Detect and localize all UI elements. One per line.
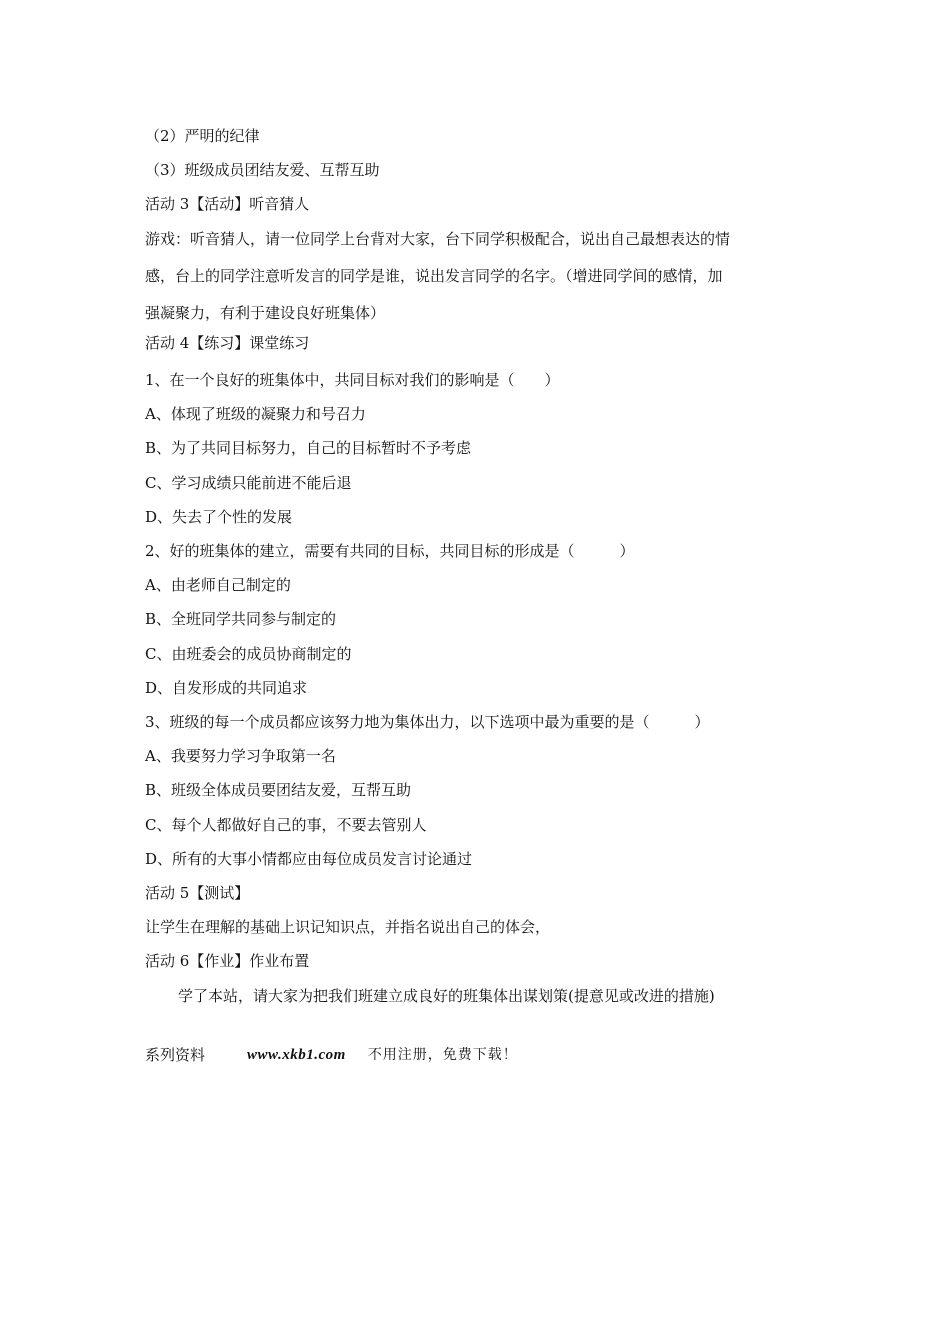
option-line: D、所有的大事小情都应由每位成员发言讨论通过 xyxy=(145,850,473,868)
question-line: 2、好的班集体的建立，需要有共同的目标，共同目标的形成是（ ） xyxy=(145,542,635,560)
activity-heading: 活动 6【作业】作业布置 xyxy=(145,952,310,970)
option-line: C、由班委会的成员协商制定的 xyxy=(145,645,352,663)
option-line: B、全班同学共同参与制定的 xyxy=(145,610,337,628)
activity-heading: 活动 5【测试】 xyxy=(145,884,250,902)
site-link[interactable]: www.xkb1.com xyxy=(247,1047,346,1063)
text-line: （3）班级成员团结友爱、互帮互助 xyxy=(145,161,380,179)
text-line: （2）严明的纪律 xyxy=(145,127,260,145)
option-line: D、自发形成的共同追求 xyxy=(145,679,308,697)
option-line: B、班级全体成员要团结友爱，互帮互助 xyxy=(145,781,412,799)
footer-tagline: 不用注册，免费下载！ xyxy=(367,1047,518,1063)
footer-label: 系列资料 xyxy=(145,1046,206,1064)
activity-heading: 活动 3【活动】听音猜人 xyxy=(145,195,310,213)
footer xyxy=(145,1045,518,1065)
option-line: C、每个人都做好自己的事，不要去管别人 xyxy=(145,816,427,834)
text-line: 游戏：听音猜人，请一位同学上台背对大家，台下同学积极配合，说出自己最想表达的情 xyxy=(145,230,731,248)
question-line: 3、班级的每一个成员都应该努力地为集体出力，以下选项中最为重要的是（ ） xyxy=(145,713,710,731)
option-line: C、学习成绩只能前进不能后退 xyxy=(145,474,352,492)
option-line: B、为了共同目标努力，自己的目标暂时不予考虑 xyxy=(145,439,472,457)
option-line: A、由老师自己制定的 xyxy=(145,576,291,594)
text-line: 让学生在理解的基础上识记知识点，并指名说出自己的体会， xyxy=(145,918,551,936)
text-line: 感，台上的同学注意听发言的同学是谁，说出发言同学的名字。（增进同学间的感情，加 xyxy=(145,267,723,285)
option-line: A、我要努力学习争取第一名 xyxy=(145,747,336,765)
text-line: 学了本站，请大家为把我们班建立成良好的班集体出谋划策(提意见或改进的措施) xyxy=(178,987,715,1005)
question-line: 1、在一个良好的班集体中，共同目标对我们的影响是（ ） xyxy=(145,371,560,389)
option-line: A、体现了班级的凝聚力和号召力 xyxy=(145,405,366,423)
text-line: 强凝聚力，有利于建设良好班集体） xyxy=(145,304,386,322)
option-line: D、失去了个性的发展 xyxy=(145,508,293,526)
activity-heading: 活动 4【练习】课堂练习 xyxy=(145,334,310,352)
